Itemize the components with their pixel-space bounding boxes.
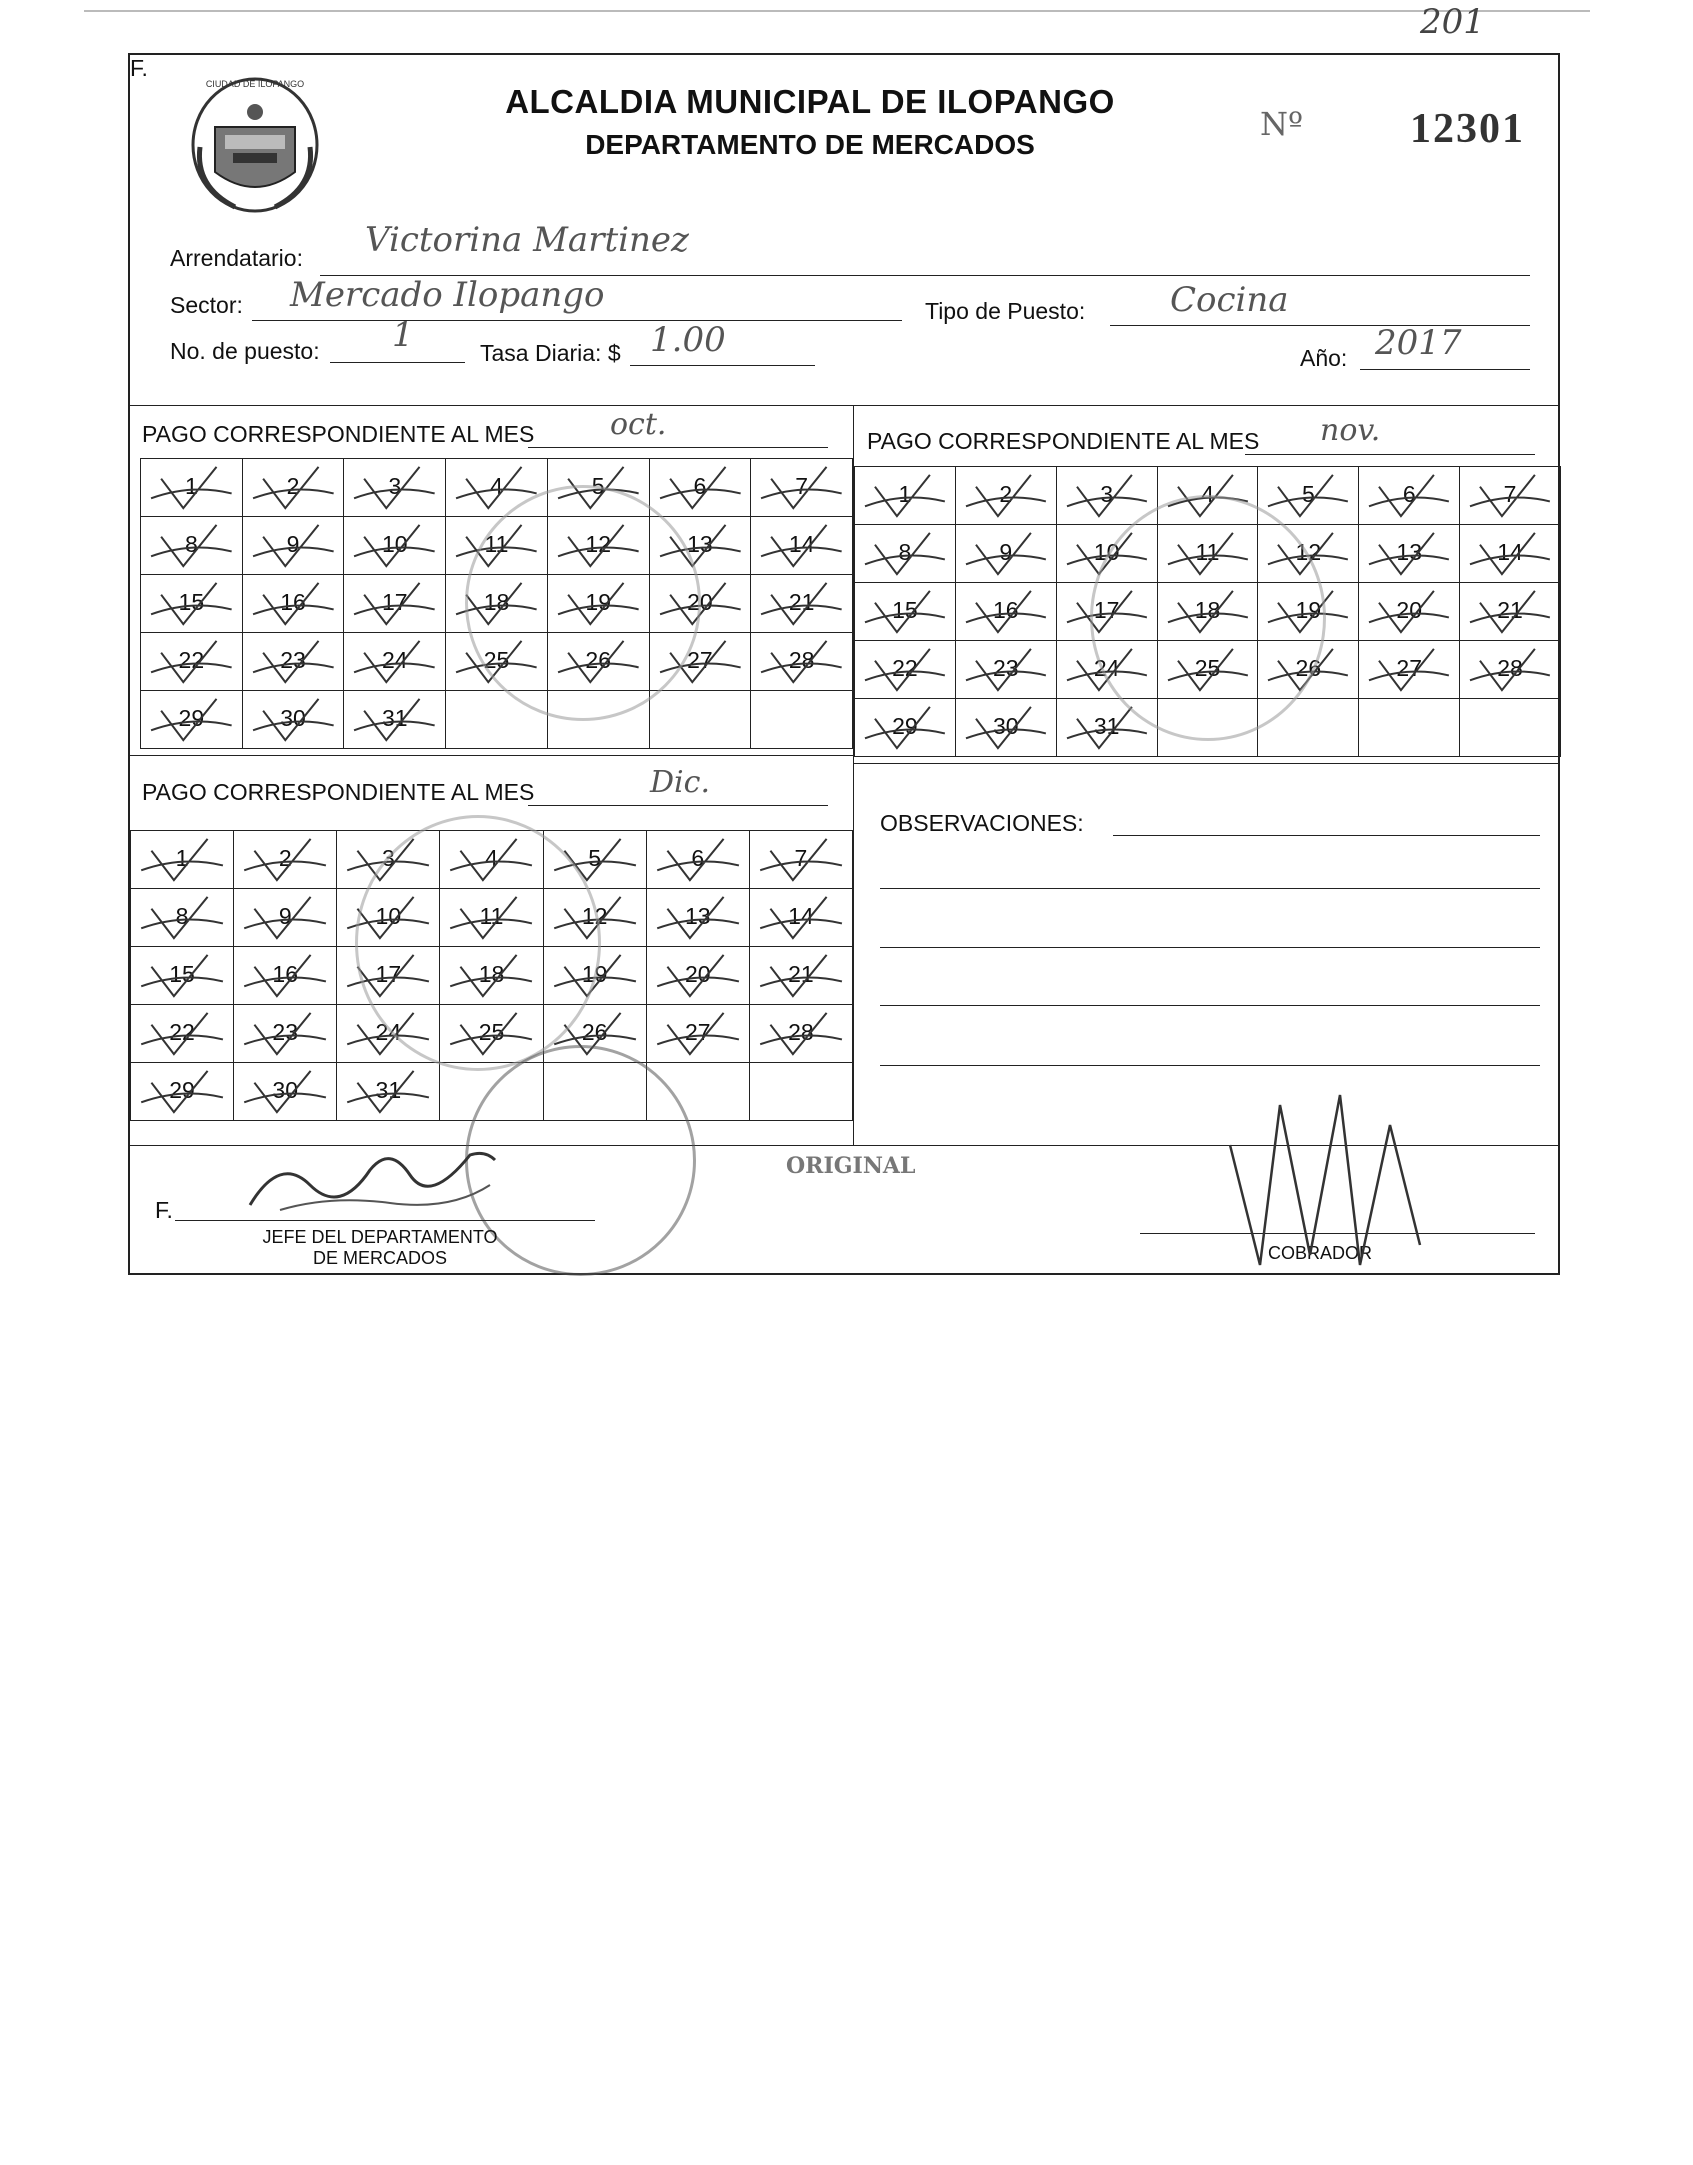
observaciones-line bbox=[880, 1065, 1540, 1066]
calendar-day-cell bbox=[1359, 641, 1460, 699]
calendar-day-number: 31 bbox=[1093, 713, 1120, 739]
calendar-day-number: 29 bbox=[892, 713, 918, 739]
calendar-day-cell bbox=[344, 633, 446, 691]
calendar-day-cell bbox=[344, 575, 446, 633]
puesto-label: No. de puesto: bbox=[170, 338, 320, 364]
calendar-day-number: 23 bbox=[992, 655, 1019, 681]
calendar-day-number: 22 bbox=[178, 647, 205, 673]
calendar-day-cell bbox=[1460, 525, 1561, 583]
arrendatario-label: Arrendatario: bbox=[170, 245, 303, 271]
calendar-day-cell bbox=[855, 467, 956, 525]
calendar-day-cell bbox=[1460, 583, 1561, 641]
calendar-day-number: 30 bbox=[272, 1077, 298, 1103]
calendar-day-cell bbox=[647, 889, 750, 947]
calendar-day-number: 15 bbox=[892, 597, 918, 623]
calendar-day-number: 28 bbox=[1497, 655, 1523, 681]
calendar-day-number: 11 bbox=[1195, 539, 1220, 565]
calendar-day-number: 9 bbox=[286, 531, 300, 557]
calendar-day-number: 22 bbox=[169, 1019, 195, 1045]
calendar-day-cell bbox=[1460, 641, 1561, 699]
calendar-day-number: 6 bbox=[1402, 481, 1416, 507]
calendar-day-number: 29 bbox=[178, 705, 205, 731]
calendar-day-number: 11 bbox=[479, 903, 504, 929]
calendar-day-number: 5 bbox=[588, 845, 602, 871]
calendar-day-cell bbox=[855, 525, 956, 583]
calendar-day-cell bbox=[131, 1063, 234, 1121]
sector-line bbox=[252, 320, 902, 321]
calendar-day-cell bbox=[956, 525, 1057, 583]
calendar-day-number: 12 bbox=[585, 531, 611, 557]
calendar-day-number: 12 bbox=[581, 903, 608, 929]
calendar-day-number: 20 bbox=[684, 961, 711, 987]
calendar-day-number: 25 bbox=[483, 647, 510, 673]
tasa-diaria-label: Tasa Diaria: $ bbox=[480, 340, 621, 366]
calendar-day-number: 6 bbox=[693, 473, 707, 499]
calendar-day-number: 11 bbox=[484, 531, 509, 557]
receipt-number-label: Nº bbox=[1260, 105, 1304, 143]
anio-value: 2017 bbox=[1375, 323, 1462, 363]
calendar-day-number: 13 bbox=[687, 531, 713, 557]
calendar-day-number: 19 bbox=[585, 589, 611, 615]
month-title-dic: PAGO CORRESPONDIENTE AL MES bbox=[142, 779, 535, 805]
calendar-day-number: 9 bbox=[999, 539, 1013, 565]
signature-caption-right: COBRADOR bbox=[1267, 1243, 1372, 1263]
calendar-day-number: 16 bbox=[272, 961, 298, 987]
calendar-day-number: 28 bbox=[788, 1019, 814, 1045]
section-divider bbox=[130, 405, 1560, 406]
calendar-day-number: 2 bbox=[999, 481, 1013, 507]
calendar-day-cell bbox=[855, 641, 956, 699]
calendar-day-number: 14 bbox=[788, 531, 815, 557]
calendar-day-cell bbox=[647, 1005, 750, 1063]
puesto-value: 1 bbox=[392, 315, 414, 355]
calendar-day-cell bbox=[243, 575, 345, 633]
calendar-day-number: 19 bbox=[1295, 597, 1322, 623]
calendar-day-cell bbox=[344, 517, 446, 575]
calendar-day-cell bbox=[131, 947, 234, 1005]
calendar-day-cell bbox=[141, 691, 243, 749]
calendar-day-number: 18 bbox=[483, 589, 510, 615]
calendar-day-number: 10 bbox=[1093, 539, 1120, 565]
calendar-day-number: 4 bbox=[1201, 481, 1214, 507]
calendar-day-number: 15 bbox=[169, 961, 195, 987]
page-title: ALCALDIA MUNICIPAL DE ILOPANGO bbox=[505, 83, 1115, 120]
calendar-day-number: 8 bbox=[175, 903, 189, 929]
calendar-day-number: 8 bbox=[898, 539, 912, 565]
calendar-day-number: 1 bbox=[184, 473, 198, 499]
observaciones-line bbox=[880, 947, 1540, 948]
tasa-diaria-value: 1.00 bbox=[650, 320, 726, 360]
tipo-puesto-label: Tipo de Puesto: bbox=[925, 298, 1086, 324]
calendar-day-cell bbox=[855, 583, 956, 641]
calendar-day-cell bbox=[650, 459, 752, 517]
calendar-day-cell bbox=[647, 947, 750, 1005]
month-value-oct: oct. bbox=[610, 407, 667, 442]
calendar-day-number: 16 bbox=[280, 589, 306, 615]
handwritten-signature-right bbox=[1220, 1085, 1440, 1275]
tasa-diaria-line bbox=[630, 365, 815, 366]
calendar-day-number: 12 bbox=[1295, 539, 1322, 565]
month-title-nov: PAGO CORRESPONDIENTE AL MES bbox=[867, 428, 1260, 454]
calendar-day-number: 20 bbox=[687, 589, 713, 615]
calendar-day-cell bbox=[956, 583, 1057, 641]
calendar-day-number: 17 bbox=[381, 589, 408, 615]
calendar-day-number: 2 bbox=[286, 473, 300, 499]
calendar-day-cell bbox=[131, 1005, 234, 1063]
calendar-day-cell bbox=[141, 633, 243, 691]
observaciones-line bbox=[880, 888, 1540, 889]
calendar-day-number: 28 bbox=[788, 647, 815, 673]
calendar-day-number: 30 bbox=[280, 705, 306, 731]
calendar-day-number: 23 bbox=[280, 647, 306, 673]
municipal-stamp bbox=[355, 815, 601, 1071]
calendar-day-cell bbox=[243, 459, 345, 517]
calendar-day-number: 31 bbox=[381, 705, 408, 731]
calendar-day-cell bbox=[131, 889, 234, 947]
section-divider bbox=[130, 755, 853, 756]
calendar-day-cell bbox=[1359, 699, 1460, 757]
calendar-day-number: 4 bbox=[485, 845, 498, 871]
calendar-day-number: 3 bbox=[388, 473, 402, 499]
calendar-day-number: 19 bbox=[581, 961, 608, 987]
calendar-day-number: 1 bbox=[175, 845, 189, 871]
calendar-day-number: 26 bbox=[585, 647, 611, 673]
calendar-day-number: 9 bbox=[278, 903, 292, 929]
sector-value: Mercado Ilopango bbox=[290, 275, 605, 315]
calendar-day-cell bbox=[344, 691, 446, 749]
calendar-day-number: 25 bbox=[1194, 655, 1221, 681]
month-value-dic: Dic. bbox=[650, 765, 710, 800]
tipo-puesto-line bbox=[1110, 325, 1530, 326]
calendar-day-number: 26 bbox=[1295, 655, 1322, 681]
calendar-day-cell bbox=[234, 1063, 337, 1121]
calendar-day-cell bbox=[243, 633, 345, 691]
calendar-day-number: 14 bbox=[788, 903, 814, 929]
calendar-day-cell bbox=[141, 459, 243, 517]
calendar-day-number: 24 bbox=[381, 647, 408, 673]
calendar-day-cell bbox=[855, 699, 956, 757]
calendar-day-cell bbox=[750, 1005, 853, 1063]
calendar-day-cell bbox=[751, 691, 853, 749]
calendar-day-cell bbox=[647, 831, 750, 889]
month-value-nov: nov. bbox=[1320, 413, 1381, 448]
calendar-day-number: 21 bbox=[788, 589, 815, 615]
observaciones-line bbox=[1113, 835, 1540, 836]
calendar-day-cell bbox=[750, 831, 853, 889]
observaciones-line bbox=[880, 1005, 1540, 1006]
calendar-day-number: 31 bbox=[375, 1077, 402, 1103]
calendar-day-number: 17 bbox=[1093, 597, 1120, 623]
municipal-stamp bbox=[465, 485, 701, 721]
calendar-day-number: 26 bbox=[581, 1019, 608, 1045]
calendar-day-cell bbox=[1359, 525, 1460, 583]
calendar-day-number: 30 bbox=[992, 713, 1019, 739]
tipo-puesto-value: Cocina bbox=[1170, 280, 1289, 320]
calendar-day-number: 16 bbox=[992, 597, 1019, 623]
svg-text:CIUDAD DE ILOPANGO: CIUDAD DE ILOPANGO bbox=[205, 79, 305, 89]
calendar-day-cell bbox=[956, 467, 1057, 525]
calendar-day-cell bbox=[1460, 467, 1561, 525]
calendar-day-cell bbox=[750, 947, 853, 1005]
calendar-day-cell bbox=[956, 699, 1057, 757]
page-subtitle: DEPARTAMENTO DE MERCADOS bbox=[585, 129, 1035, 160]
calendar-day-number: 18 bbox=[478, 961, 505, 987]
calendar-day-number: 13 bbox=[1396, 539, 1422, 565]
calendar-day-cell bbox=[750, 889, 853, 947]
calendar-day-number: 5 bbox=[591, 473, 605, 499]
signature-caption-left: JEFE DEL DEPARTAMENTO DE MERCADOS bbox=[262, 1227, 498, 1268]
observaciones-label: OBSERVACIONES: bbox=[880, 810, 1084, 836]
calendar-day-cell bbox=[243, 691, 345, 749]
calendar-day-number: 7 bbox=[795, 473, 809, 499]
signature-f-right: F. bbox=[130, 55, 148, 81]
calendar-day-number: 7 bbox=[1503, 481, 1517, 507]
calendar-day-number: 29 bbox=[169, 1077, 195, 1103]
calendar-day-number: 18 bbox=[1194, 597, 1221, 623]
calendar-day-number: 3 bbox=[381, 845, 395, 871]
calendar-day-number: 13 bbox=[684, 903, 711, 929]
calendar-day-number: 23 bbox=[272, 1019, 298, 1045]
calendar-day-cell bbox=[141, 575, 243, 633]
calendar-day-number: 1 bbox=[898, 481, 912, 507]
calendar-day-cell bbox=[141, 517, 243, 575]
calendar-day-cell bbox=[751, 633, 853, 691]
calendar-day-cell bbox=[234, 889, 337, 947]
calendar-day-cell bbox=[234, 1005, 337, 1063]
calendar-day-number: 17 bbox=[375, 961, 402, 987]
calendar-day-number: 4 bbox=[490, 473, 503, 499]
municipal-seal-logo bbox=[185, 67, 325, 217]
calendar-day-number: 20 bbox=[1396, 597, 1422, 623]
calendar-day-cell bbox=[234, 831, 337, 889]
month-title-oct: PAGO CORRESPONDIENTE AL MES bbox=[142, 421, 535, 447]
calendar-day-cell bbox=[956, 641, 1057, 699]
section-divider bbox=[853, 763, 1560, 764]
calendar-day-number: 7 bbox=[794, 845, 808, 871]
month-line-nov bbox=[1245, 454, 1535, 455]
signature-f-left: F. bbox=[155, 1197, 173, 1223]
calendar-day-cell bbox=[337, 1063, 440, 1121]
calendar-day-number: 10 bbox=[381, 531, 408, 557]
calendar-day-cell bbox=[344, 459, 446, 517]
calendar-day-number: 3 bbox=[1100, 481, 1114, 507]
calendar-day-number: 6 bbox=[691, 845, 705, 871]
calendar-day-number: 21 bbox=[1497, 597, 1523, 623]
calendar-day-cell bbox=[243, 517, 345, 575]
calendar-day-number: 5 bbox=[1301, 481, 1315, 507]
calendar-day-number: 25 bbox=[478, 1019, 505, 1045]
original-label: ORIGINAL bbox=[786, 1153, 916, 1179]
calendar-day-number: 27 bbox=[684, 1019, 711, 1045]
calendar-day-number: 24 bbox=[375, 1019, 402, 1045]
calendar-day-cell bbox=[751, 517, 853, 575]
market-payment-form bbox=[128, 53, 1560, 1275]
calendar-day-number: 14 bbox=[1497, 539, 1523, 565]
calendar-day-cell bbox=[1359, 583, 1460, 641]
calendar-day-number: 21 bbox=[788, 961, 814, 987]
calendar-day-number: 27 bbox=[687, 647, 713, 673]
calendar-day-number: 22 bbox=[892, 655, 918, 681]
calendar-day-cell bbox=[750, 1063, 853, 1121]
calendar-day-cell bbox=[650, 691, 752, 749]
month-line-dic bbox=[528, 805, 828, 806]
puesto-line bbox=[330, 362, 465, 363]
handwritten-signature-left bbox=[240, 1115, 500, 1225]
municipal-stamp bbox=[1090, 495, 1326, 741]
calendar-day-cell bbox=[751, 575, 853, 633]
anio-line bbox=[1360, 369, 1530, 370]
calendar-day-number: 10 bbox=[375, 903, 402, 929]
anio-label: Año: bbox=[1300, 345, 1348, 371]
calendar-day-cell bbox=[751, 459, 853, 517]
receipt-number: 12301 bbox=[1410, 106, 1525, 152]
month-line-oct bbox=[528, 447, 828, 448]
sector-label: Sector: bbox=[170, 292, 243, 318]
calendar-day-number: 24 bbox=[1093, 655, 1120, 681]
calendar-day-cell bbox=[234, 947, 337, 1005]
page-number: 201 bbox=[1420, 2, 1485, 42]
calendar-day-number: 8 bbox=[184, 531, 198, 557]
calendar-day-number: 27 bbox=[1396, 655, 1422, 681]
arrendatario-value: Victorina Martinez bbox=[365, 220, 689, 260]
calendar-day-cell bbox=[1460, 699, 1561, 757]
calendar-day-number: 2 bbox=[278, 845, 292, 871]
calendar-day-cell bbox=[1359, 467, 1460, 525]
calendar-day-number: 15 bbox=[178, 589, 205, 615]
calendar-day-cell bbox=[131, 831, 234, 889]
